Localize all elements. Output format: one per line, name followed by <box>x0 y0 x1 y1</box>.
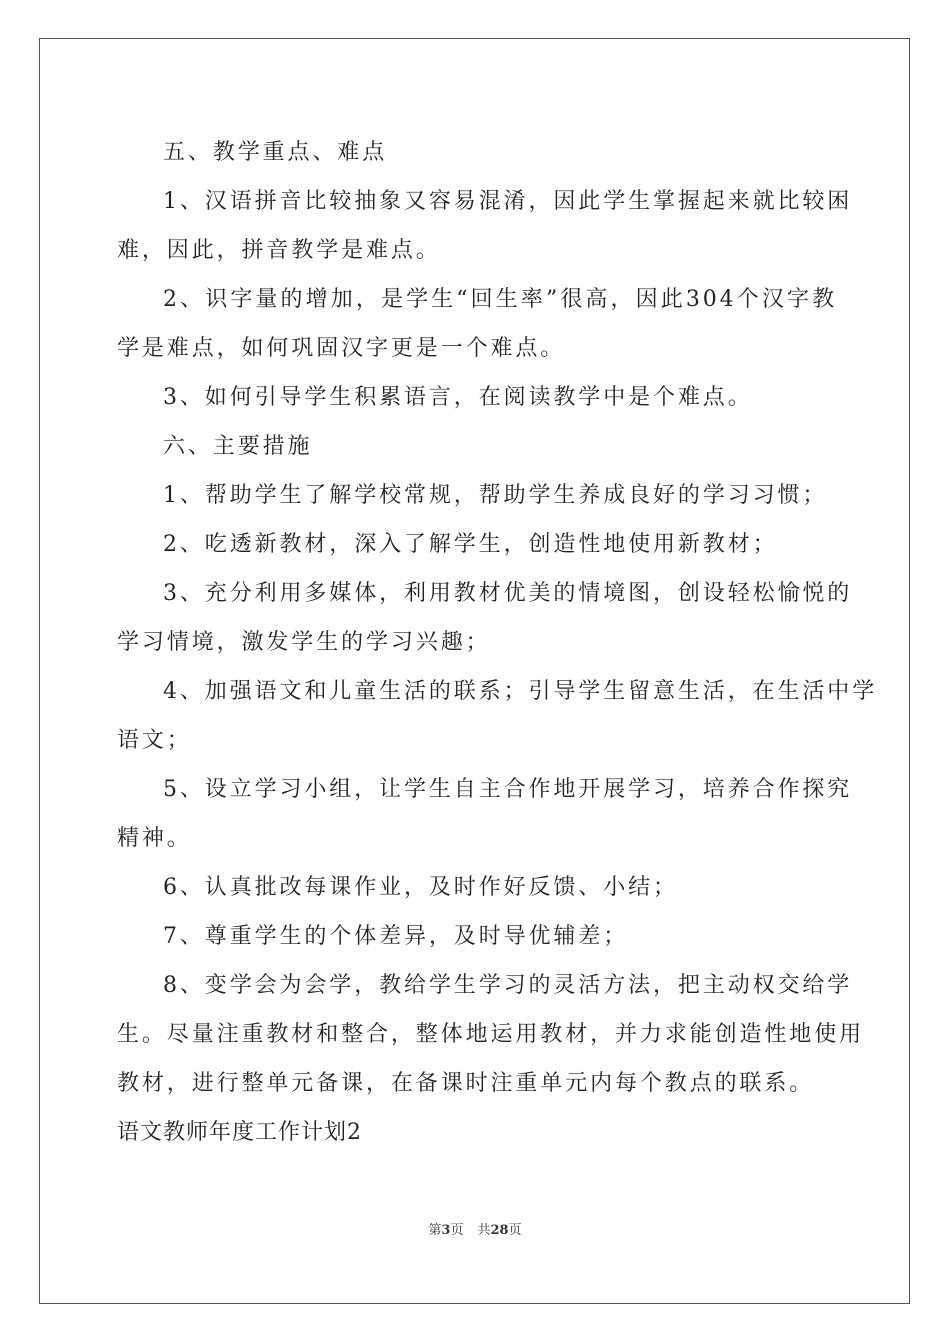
paragraph-line: 3、如何引导学生积累语言，在阅读教学中是个难点。 <box>163 385 753 410</box>
paragraph-line: 学习情境，激发学生的学习兴趣； <box>117 630 491 655</box>
paragraph-line: 2、识字量的增加，是学生“回生率”很高，因此304个汉字教 <box>163 287 837 312</box>
paragraph-line: 7、尊重学生的个体差异，及时导优辅差； <box>163 924 629 949</box>
paragraph-line: 难，因此，拼音教学是难点。 <box>117 238 441 263</box>
paragraph-line: 5、设立学习小组，让学生自主合作地开展学习，培养合作探究 <box>163 777 853 802</box>
paragraph-line: 学是难点，如何巩固汉字更是一个难点。 <box>117 336 566 361</box>
paragraph-line: 2、吃透新教材，深入了解学生，创造性地使用新教材； <box>163 532 778 557</box>
paragraph-line: 精神。 <box>117 826 192 851</box>
total-suffix: 页 <box>508 1223 522 1238</box>
paragraph-line: 6、认真批改每课作业，及时作好反馈、小结； <box>163 875 678 900</box>
paragraph-line: 1、帮助学生了解学校常规，帮助学生养成良好的学习习惯； <box>163 483 828 508</box>
paragraph-line: 教材，进行整单元备课，在备课时注重单元内每个教点的联系。 <box>117 1071 815 1096</box>
page-prefix: 第 <box>428 1223 442 1238</box>
heading-main-measures: 六、主要措施 <box>163 434 313 459</box>
total-pages: 28 <box>490 1223 509 1238</box>
total-prefix: 共 <box>477 1223 491 1238</box>
paragraph-line: 8、变学会为会学，教给学生学习的灵活方法，把主动权交给学 <box>163 973 853 998</box>
page-suffix: 页 <box>450 1223 464 1238</box>
page-number: 3 <box>441 1223 451 1238</box>
section-title: 语文教师年度工作计划2 <box>117 1120 362 1145</box>
page-footer <box>0 1219 950 1238</box>
paragraph-line: 语文； <box>117 728 192 753</box>
paragraph-line: 生。尽量注重教材和整合，整体地运用教材，并力求能创造性地使用 <box>117 1022 865 1047</box>
paragraph-line: 3、充分利用多媒体，利用教材优美的情境图，创设轻松愉悦的 <box>163 581 853 606</box>
paragraph-line: 1、汉语拼音比较抽象又容易混淆，因此学生掌握起来就比较困 <box>163 189 853 214</box>
paragraph-line: 4、加强语文和儿童生活的联系；引导学生留意生活，在生活中学 <box>163 679 878 704</box>
document-body <box>117 128 878 1157</box>
heading-teaching-focus: 五、教学重点、难点 <box>163 140 388 165</box>
